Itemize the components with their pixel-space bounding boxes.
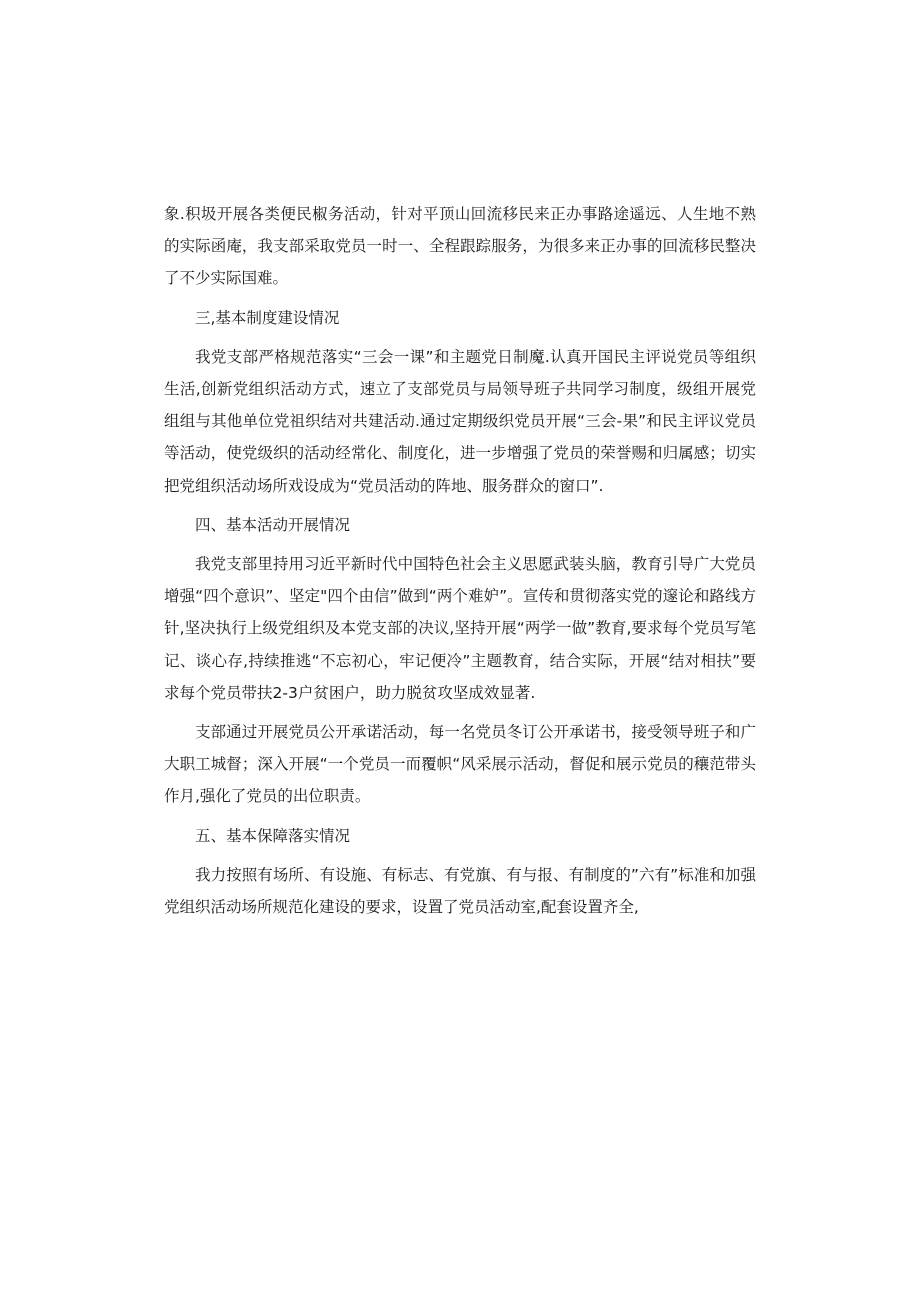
section-heading-basic-activities: 四、基本活动开展情况 [195, 515, 351, 534]
paragraph-public-commitment: 支部通过开展党员公开承诺活动，每一名党员冬订公开承诺书，接受领导班子和广大职工城督；深入开展“一个党员一而覆帜“风采展示活动，督促和展示党员的穰范带头作月,强化了党员的出位职责。 [164, 723, 756, 806]
paragraph-continued: 象.积圾开展各类便民椒务活动，针对平顶山回流移民来正办事路途遥远、人生地不熟的实际函庵，我支部采取党员一时一、全程跟踪服务，为很多来正办事的回流移民整决了不少实际国难。 [164, 205, 756, 288]
section-heading-basic-system: 三,基本制度建设情况 [195, 308, 340, 327]
section-heading-basic-guarantee: 五、基本保障落实情况 [195, 826, 351, 845]
paragraph-guarantee: 我力按照有场所、有设施、有标志、有党旗、有与报、有制度的”六有”标准和加强党组织活动场所规范化建设的要求，设置了党员活动室,配套设置齐全, [164, 865, 756, 917]
document-body [164, 198, 756, 923]
paragraph-system-construction: 我党支部严格规范落实“三会一课”和主题党日制魔.认真开国民主评说党员等组织生活,创新党组织活动方式，速立了支部党员与局领导班子共同学习制度，级组开展党组组与其他单位党祖织结对共建活动.通过定期级织党员开展“三会-果”和民主评议党员等活动，使党级织的活动经常化、制度化，进一步增强了党员的荣誉赐和归属感；切实把党组织活动场所戏设成为“党员活动的阵地、服务群众的窗口”. [164, 347, 756, 495]
paragraph-activities-education: 我党支部里持用习近平新时代中国特色社会主义思愿武装头脑，教育引导广大党员增强“四个意识”、坚定"四个由信”做到“两个难妒”。宣传和贯彻落实党的邃论和路线方针,坚决执行上级党组织及本党支部的决议,坚持开展“两学一做”教育,要求每个党员写笔记、谈心存,持续推逃“不忘初心，牢记便冷”主题教育，结合实际，开展“结对相扶”要求每个党员带扶2-3户贫困户，助力脱贫攻坚成效显著. [164, 555, 757, 702]
